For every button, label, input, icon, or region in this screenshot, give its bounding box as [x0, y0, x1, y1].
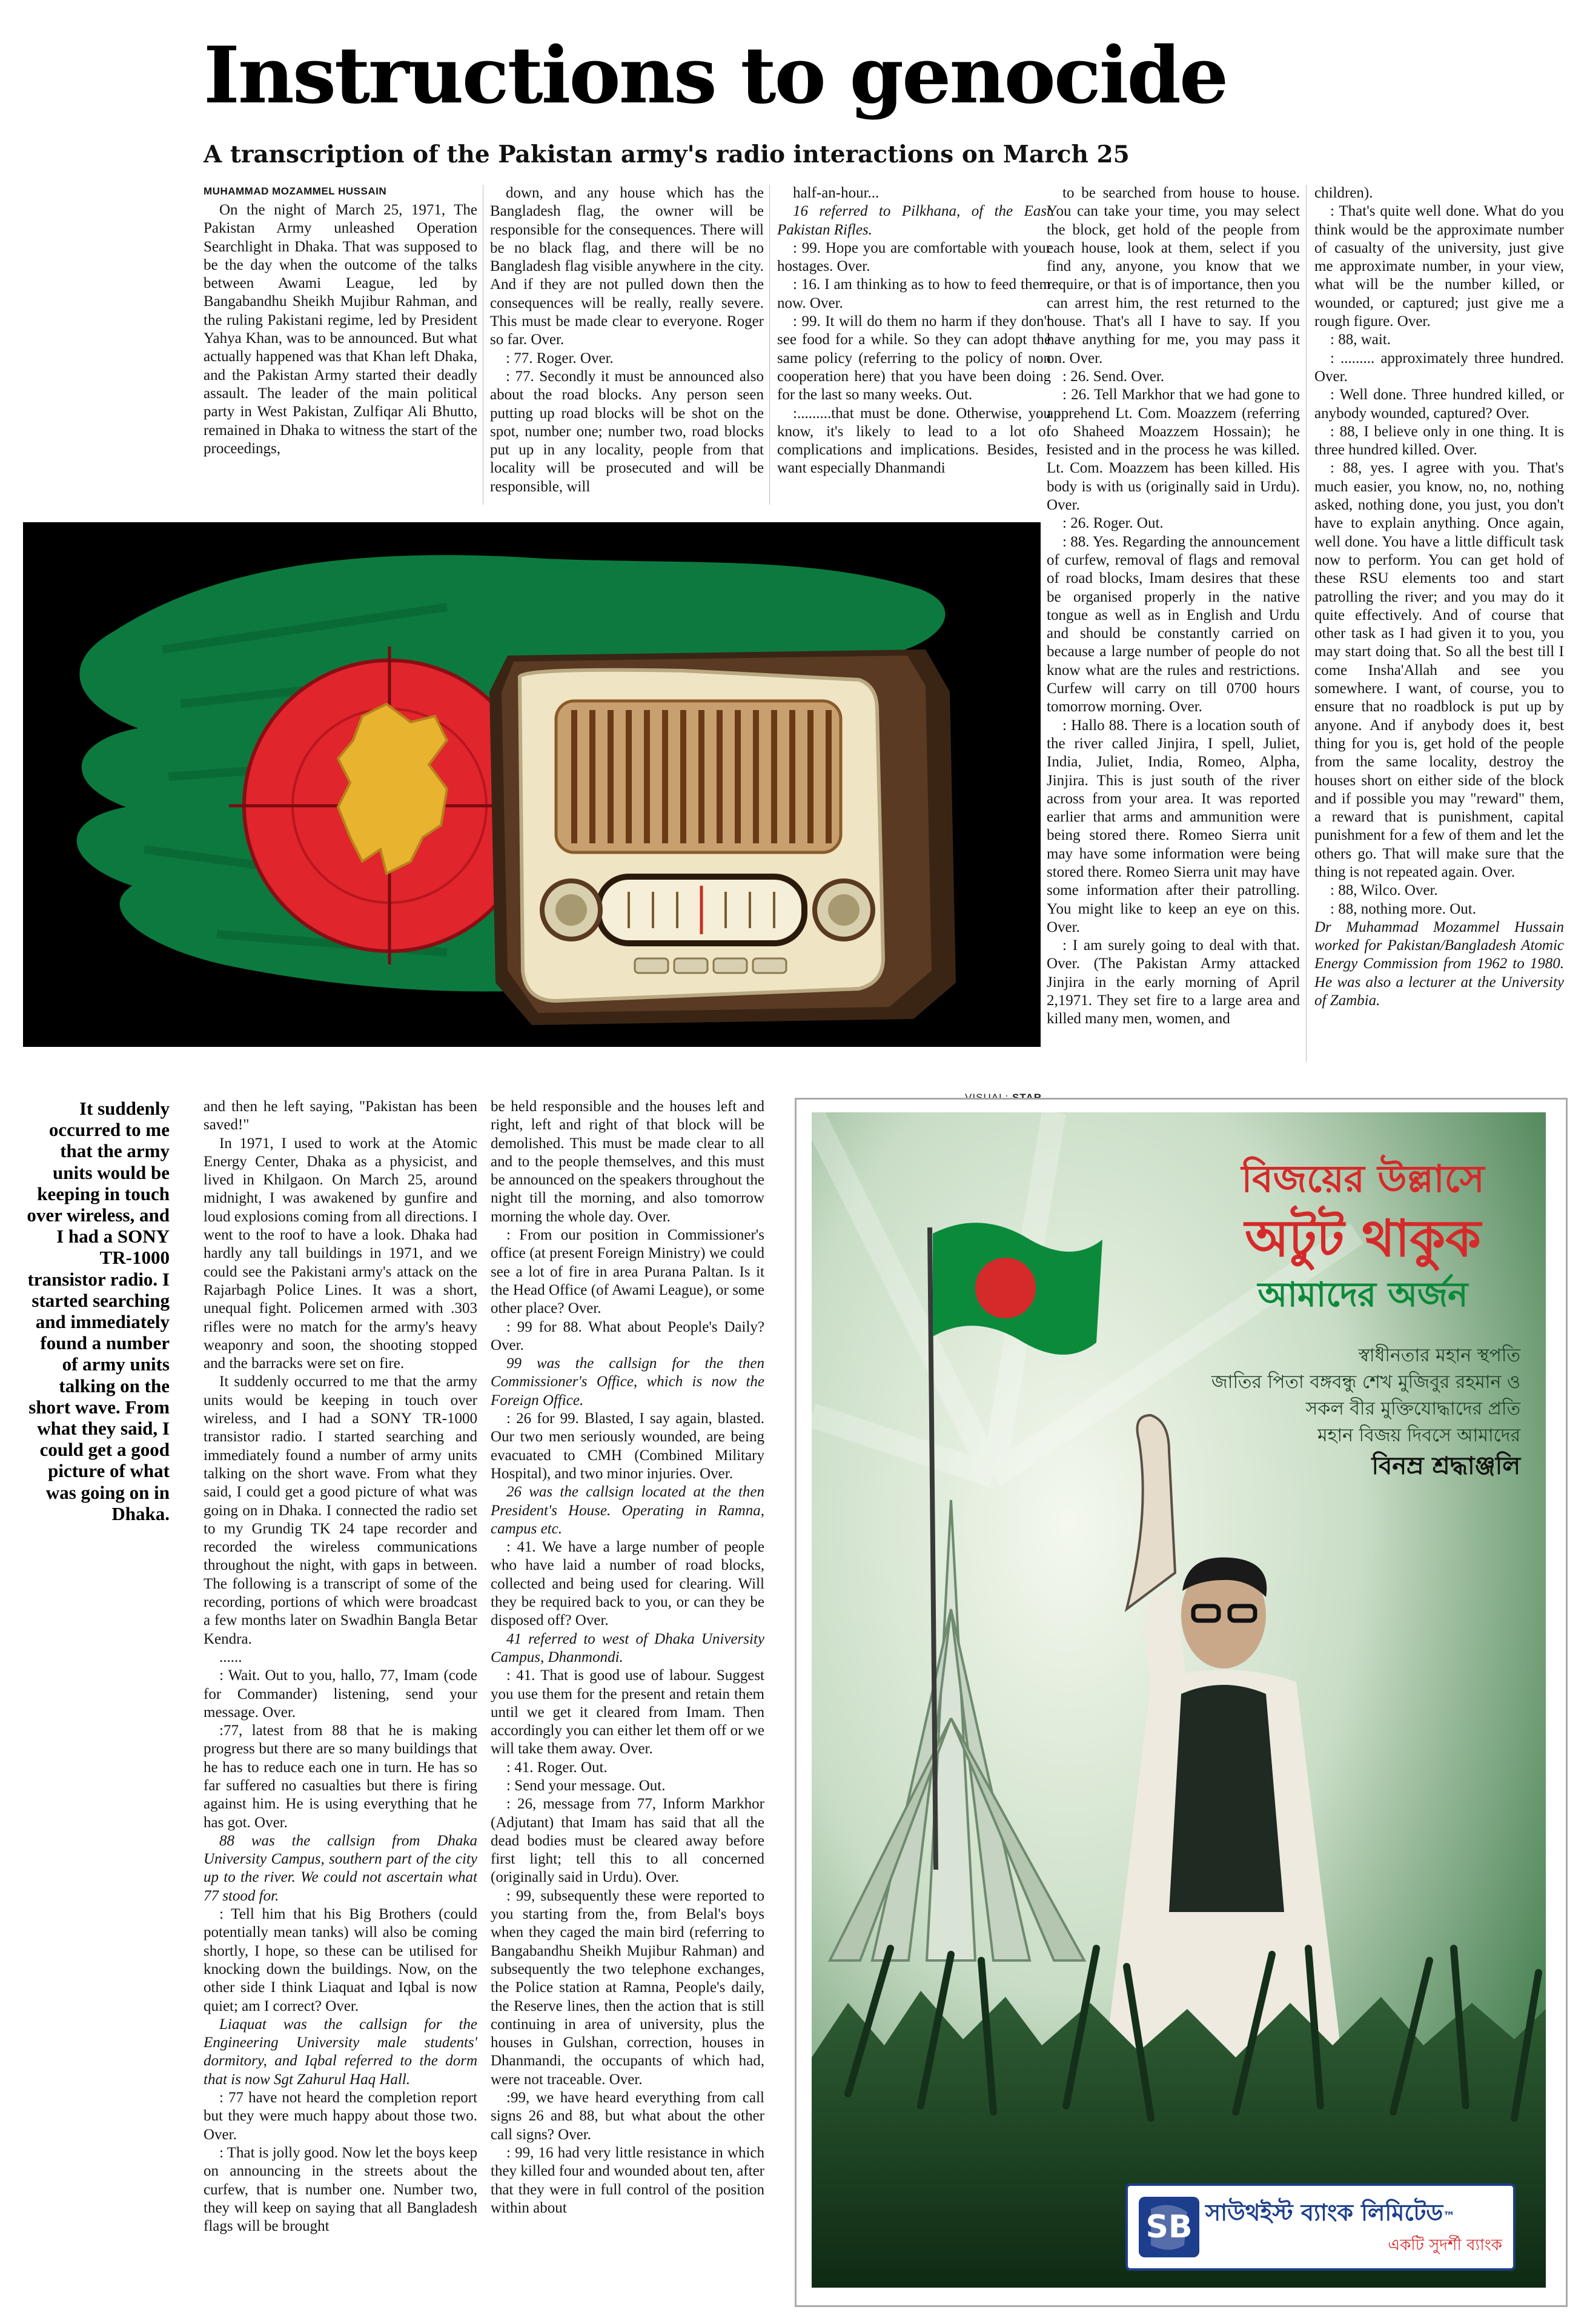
bank-trademark: ™ [1443, 2209, 1456, 2223]
paragraph: : 26. Roger. Out. [1062, 515, 1164, 532]
paragraph: Dr Muhammad Mozammel Hussain worked for Pakistan/Bangladesh Atomic Energy Commission from 1962 to 1980. He was also a lecturer at the University of Zambia. [1314, 918, 1564, 1009]
paragraph: : Wait. Out to you, hallo, 77, Imam (code for Commander) listening, send your message. Over. [204, 1667, 477, 1721]
radio-flag-illustration [23, 522, 1041, 1047]
radio-illustration-svg [23, 522, 1041, 1047]
paragraph: : Tell him that his Big Brothers (could potentially mean tanks) will also be coming shortly, I hope, so these can be utilised for knocking down the buildings. Now, on the other side I think Liaquat and Iqbal is now quiet; am I correct? Over. [204, 1906, 477, 2014]
paragraph: be held responsible and the houses left and right, left and right of that block will be demolished. This must be made clear to all and to the people themselves, and this must be announced on the speakers throughout the night till the morning, and also tomorrow morning the whole day. Over. [491, 1098, 764, 1225]
column-5 [1314, 184, 1564, 1069]
ad-body-line: স্বাধীনতার মহান স্থপতি [1358, 1345, 1520, 1366]
paragraph: : 88, yes. I agree with you. That's much easier, you know, no, no, nothing asked, nothing done, you just, you don't have to explain anything. Once again, well done. You have a little difficult task now to perform. You can get hold of these RSU elements too and start patrolling the river; and you may do it quite effectively. And of course that other task as I had given it to you, you may start doing that. So all the best till I come Insha'Allah and see you somewhere. I want, of course, you to ensure that no roadblock is put up by anyone. And if anybody does it, best thing for you is, get hold of the people from the same locality, destroy the houses short on either side of the block and if possible you may "reward" them, a reward that is punishment, capital punishment for a few of them and let the others go. That will make sure that the thing is not repeated again. Over. [1314, 460, 1564, 880]
column-1 [204, 184, 477, 506]
paragraph: : 77. Roger. Over. [506, 350, 614, 367]
vintage-radio [489, 649, 956, 1025]
byline: MUHAMMAD MOZAMMEL HUSSAIN [204, 185, 387, 197]
paragraph: : Send your message. Out. [506, 1777, 666, 1794]
paragraph: 16 referred to Pilkhana, of the East Pakistan Rifles. [777, 203, 1051, 238]
paragraph: 99 was the callsign for the then Commissioner's Office, which is now the Foreign Office. [491, 1355, 764, 1409]
paragraph: :.........that must be done. Otherwise, you know, it's likely to lead to a lot of complications and implications. Besides, I want especially Dhanmandi [777, 405, 1051, 477]
paragraph: 88 was the callsign from Dhaka University Campus, southern part of the city up to the river. We could not ascertain what 77 stood for. [204, 1832, 477, 1904]
column-4 [1047, 184, 1300, 1064]
bank-logo: SB [1145, 2209, 1193, 2245]
paragraph: : 88. Yes. Regarding the announcement of curfew, removal of flags and removal of road blocks, Imam desires that these be organised properly in the native tongue as well as in English and Urdu and should be constantly carried on because a large number of people do not know what are the rules and restrictions. Curfew will carry on till 0700 hours tomorrow morning. Over. [1047, 533, 1300, 715]
ad-body-line: জাতির পিতা বঙ্গবন্ধু শেখ মুজিবুর রহমান ও [1211, 1372, 1520, 1393]
ad-headline-line-3: আমাদের অর্জন [1257, 1275, 1468, 1315]
paragraph: to be searched from house to house. You can take your time, you may select the block, get hold of the people from each house, look at them, select if you find any, anyone, you know that we require, or that is of importance, then you can arrest him, the rest returned to the house. That's all I have to say. If you have anything for me, you may pass it on. Over. [1047, 185, 1300, 367]
bank-name [1205, 2196, 1508, 2233]
paragraph: :77, latest from 88 that he is making progress but there are so many buildings that he has to reduce each one in turn. He has so far suffered no casualties but there is firing against him. He is using everything that he has got. Over. [204, 1722, 477, 1831]
paragraph: : 88, wait. [1330, 331, 1391, 348]
ad-body-line: সকল বীর মুক্তিযোদ্ধাদের প্রতি [1305, 1398, 1520, 1419]
paragraph: : 41. Roger. Out. [506, 1759, 608, 1776]
column-2 [490, 184, 764, 506]
paragraph: On the night of March 25, 1971, The Pakistan Army unleashed Operation Searchlight in Dhaka. That was supposed to be the day when the outcome of the talks between Awami League, led by Bangabandhu Sheikh Mujibur Rahman, and the ruling Pakistani regime, led by President Yahya Khan, was to be announced. But what actually happened was that Khan left Dhaka, and the Pakistan Army started their deadly assault. The leader of the main political party in West Pakistan, Zulfiqar Ali Bhutto, remained in Dhaka to witness the start of the proceedings, [204, 202, 477, 457]
paragraph: Liaquat was the callsign for the Engineering University male students' dormitory, and Iqbal referred to the dorm that is now Sgt Zahurul Haq Hall. [204, 2016, 477, 2088]
paragraph: : 41. That is good use of labour. Suggest you use them for the present and retain them until we get it cleared from Imam. Then accordingly you can either let them off or we will take them away. Over. [491, 1667, 764, 1758]
paragraph: : 77 have not heard the completion report but they were much happy about those two. Over. [204, 2090, 477, 2143]
pull-quote: It suddenly occurred to me that the army units would be keeping in touch over wireless, and I had a SONY TR-1000 transistor radio. I started searching and immediately found a number of army units talking on the short wave. From what they said, I could get a good picture of what was going on in Dhaka. [27, 1098, 170, 1524]
paragraph: : 26 for 99. Blasted, I say again, blasted. Our two men seriously wounded, are being evacuated to CMH (Combined Military Hospital), and two minor injuries. Over. [491, 1410, 764, 1482]
paragraph: : Hallo 88. There is a location south of the river called Jinjira, I spell, Juliet, India, Juliet, India, Romeo, Alpha, Jinjira. This is just south of the river across from your area. It was reported earlier that arms and ammunition were being stored there. Romeo Sierra unit may have some information were being stored there. Romeo Sierra unit may have some information after their patrolling. You might like to keep an eye on this. Over. [1047, 717, 1300, 935]
paragraph: : 99. It will do them no harm if they don't see food for a while. So they can adopt the same policy (referring to the policy of non cooperation here) that you have been doing for the last so many weeks. Out. [777, 313, 1051, 403]
paragraph: : 26. Tell Markhor that we had gone to apprehend Lt. Com. Moazzem (referring to Shaheed Moazzem Hossain); he resisted and in the process he was killed. Lt. Com. Moazzem has been killed. His body is with us (originally said in Urdu). Over. [1047, 387, 1300, 514]
paragraph: : From our position in Commissioner's office (at present Foreign Ministry) we could see a lot of fire in area Purana Paltan. Is it the Head Office (of Awami League), or some other place? Over. [491, 1227, 764, 1317]
paragraph: : 41. We have a large number of people who have laid a number of road blocks, collected and being used for clearing. Will they be required back to you, or can they be disposed off? Over. [491, 1539, 764, 1629]
column-divider [769, 185, 770, 505]
column-3 [777, 184, 1051, 506]
ad-artwork [812, 1112, 1546, 2288]
paragraph: : 88, Wilco. Over. [1330, 882, 1438, 899]
paragraph: : 99. Hope you are comfortable with your hostages. Over. [777, 239, 1051, 275]
paragraph: 41 referred to west of Dhaka University Campus, Dhanmondi. [491, 1630, 764, 1665]
paragraph: : 99 for 88. What about People's Daily? Over. [491, 1318, 764, 1353]
paragraph: : 16. I am thinking as to how to feed them now. Over. [777, 276, 1051, 311]
paragraph: ...... [219, 1648, 242, 1665]
paragraph: : Well done. Three hundred killed, or anybody wounded, captured? Over. [1314, 387, 1564, 422]
ad-headline-line-2: অটুট থাকুক [1245, 1209, 1481, 1268]
paragraph: and then he left saying, "Pakistan has been saved!" [204, 1098, 477, 1134]
paragraph: : 26. Send. Over. [1062, 368, 1165, 385]
ad-body-line: মহান বিজয় দিবসে আমাদের [1317, 1425, 1520, 1446]
paragraph: It suddenly occurred to me that the army units would be keeping in touch over wireless, and I had a SONY TR-1000 transistor radio. I started searching and immediately found a number of army units talking on the short wave. From what they said, I could get a good picture of what was going on in Dhaka. I connected the radio set to my Grundig TK 24 tape recorder and recorded the wireless communications throughout the night, with gaps in between. The following is a transcript of some of the recording, portions of which were broadcast a few months later on Swadhin Bangla Betar Kendra. [204, 1373, 477, 1647]
paragraph: 26 was the callsign located at the then President's House. Operating in Ramna, campus etc. [491, 1484, 764, 1537]
paragraph: : ......... approximately three hundred. Over. [1314, 350, 1564, 385]
paragraph: In 1971, I used to work at the Atomic Energy Center, Dhaka as a physicist, and lived in Khilgaon. On March 25, around midnight, I was awakened by gunfire and loud explosions coming from all directions. I went to the roof to have a look. Dhaka had hardly any tall buildings in 1971, and we could see the Pakistani army's attack on the Rajarbagh Police Lines. It was a short, unequal fight. Policemen armed with .303 rifles were no match for the army's heavy weaponry and soon, the shooting stopped and the barracks were set on fire. [204, 1135, 477, 1372]
column-6 [204, 1098, 477, 2303]
paragraph: : 88, nothing more. Out. [1330, 900, 1476, 917]
headline: Instructions to genocide [204, 30, 1227, 121]
column-7 [491, 1098, 764, 2303]
paragraph: down, and any house which has the Bangladesh flag, the owner will be responsible for the consequences. There will be no black flag, and there will be no Bangladesh flag visible anywhere in the city. And if they are not pulled down then the consequences will be really, really severe. This must be made clear to everyone. Roger so far. Over. [490, 185, 764, 348]
paragraph: : 99, subsequently these were reported to you starting from the, from Belal's boys when they caged the main bird (referring to Bangabandhu Sheikh Mujibur Rahman) and subsequently the two telephone exchanges, the Police station at Ramna, People's daily, the Reserve lines, then the action that is still continuing in area of university, plus the houses in Gulshan, correction, houses in Dhanmandi, the occupants of which had, were not traceable. Over. [491, 1887, 764, 2088]
bank-tagline: একটি সুদর্শী ব্যাংক [1388, 2236, 1502, 2254]
paragraph: : That is jolly good. Now let the boys keep on announcing in the streets about the curfew, that is number one. Number two, they will keep on saying that all Bangladesh flags will be brought [204, 2144, 477, 2235]
ad-tribute: বিনম্র শ্রদ্ধাঞ্জলি [1371, 1452, 1520, 1480]
paragraph: : 99, 16 had very little resistance in which they killed four and wounded about ten, after that they were in full control of the position within about [491, 2144, 764, 2216]
ad-headline-line-1: বিজয়ের উল্লাসে [1241, 1157, 1485, 1201]
ad-body-text [1096, 1343, 1520, 1483]
subheadline: A transcription of the Pakistan army's radio interactions on March 25 [204, 141, 1130, 168]
paragraph: : 26, message from 77, Inform Markhor (Adjutant) that Imam has said that all the dead bodies must be cleared away before first light; tell this to all concerned (originally said in Urdu). Over. [491, 1796, 764, 1886]
paragraph: children). [1314, 185, 1373, 201]
paragraph: : 77. Secondly it must be announced also about the road blocks. Any person seen putting up road blocks will be shot on the spot, number one; number two, road blocks put up in any locality, people from that locality will be prosecuted and will be responsible, will [490, 368, 764, 495]
paragraph: half-an-hour... [793, 185, 880, 201]
paragraph: : I am surely going to deal with that. Over. (The Pakistan Army attacked Jinjira in the early morning of April 2,1971. They set fire to a large area and killed many men, women, and [1047, 937, 1300, 1028]
bank-name-text: সাউথইস্ট ব্যাংক লিমিটেড [1205, 2199, 1443, 2226]
paragraph: : 88, I believe only in one thing. It is three hundred killed. Over. [1314, 423, 1564, 459]
paragraph: : That's quite well done. What do you think would be the approximate number of casualty of the university, just give me approximate number, in your view, what will be the number killed, or wounded, or captured; just give me a rough figure. Over. [1314, 203, 1564, 330]
paragraph: :99, we have heard everything from call signs 26 and 88, but what about the other call signs? Over. [491, 2090, 764, 2143]
column-divider [1306, 185, 1307, 1062]
